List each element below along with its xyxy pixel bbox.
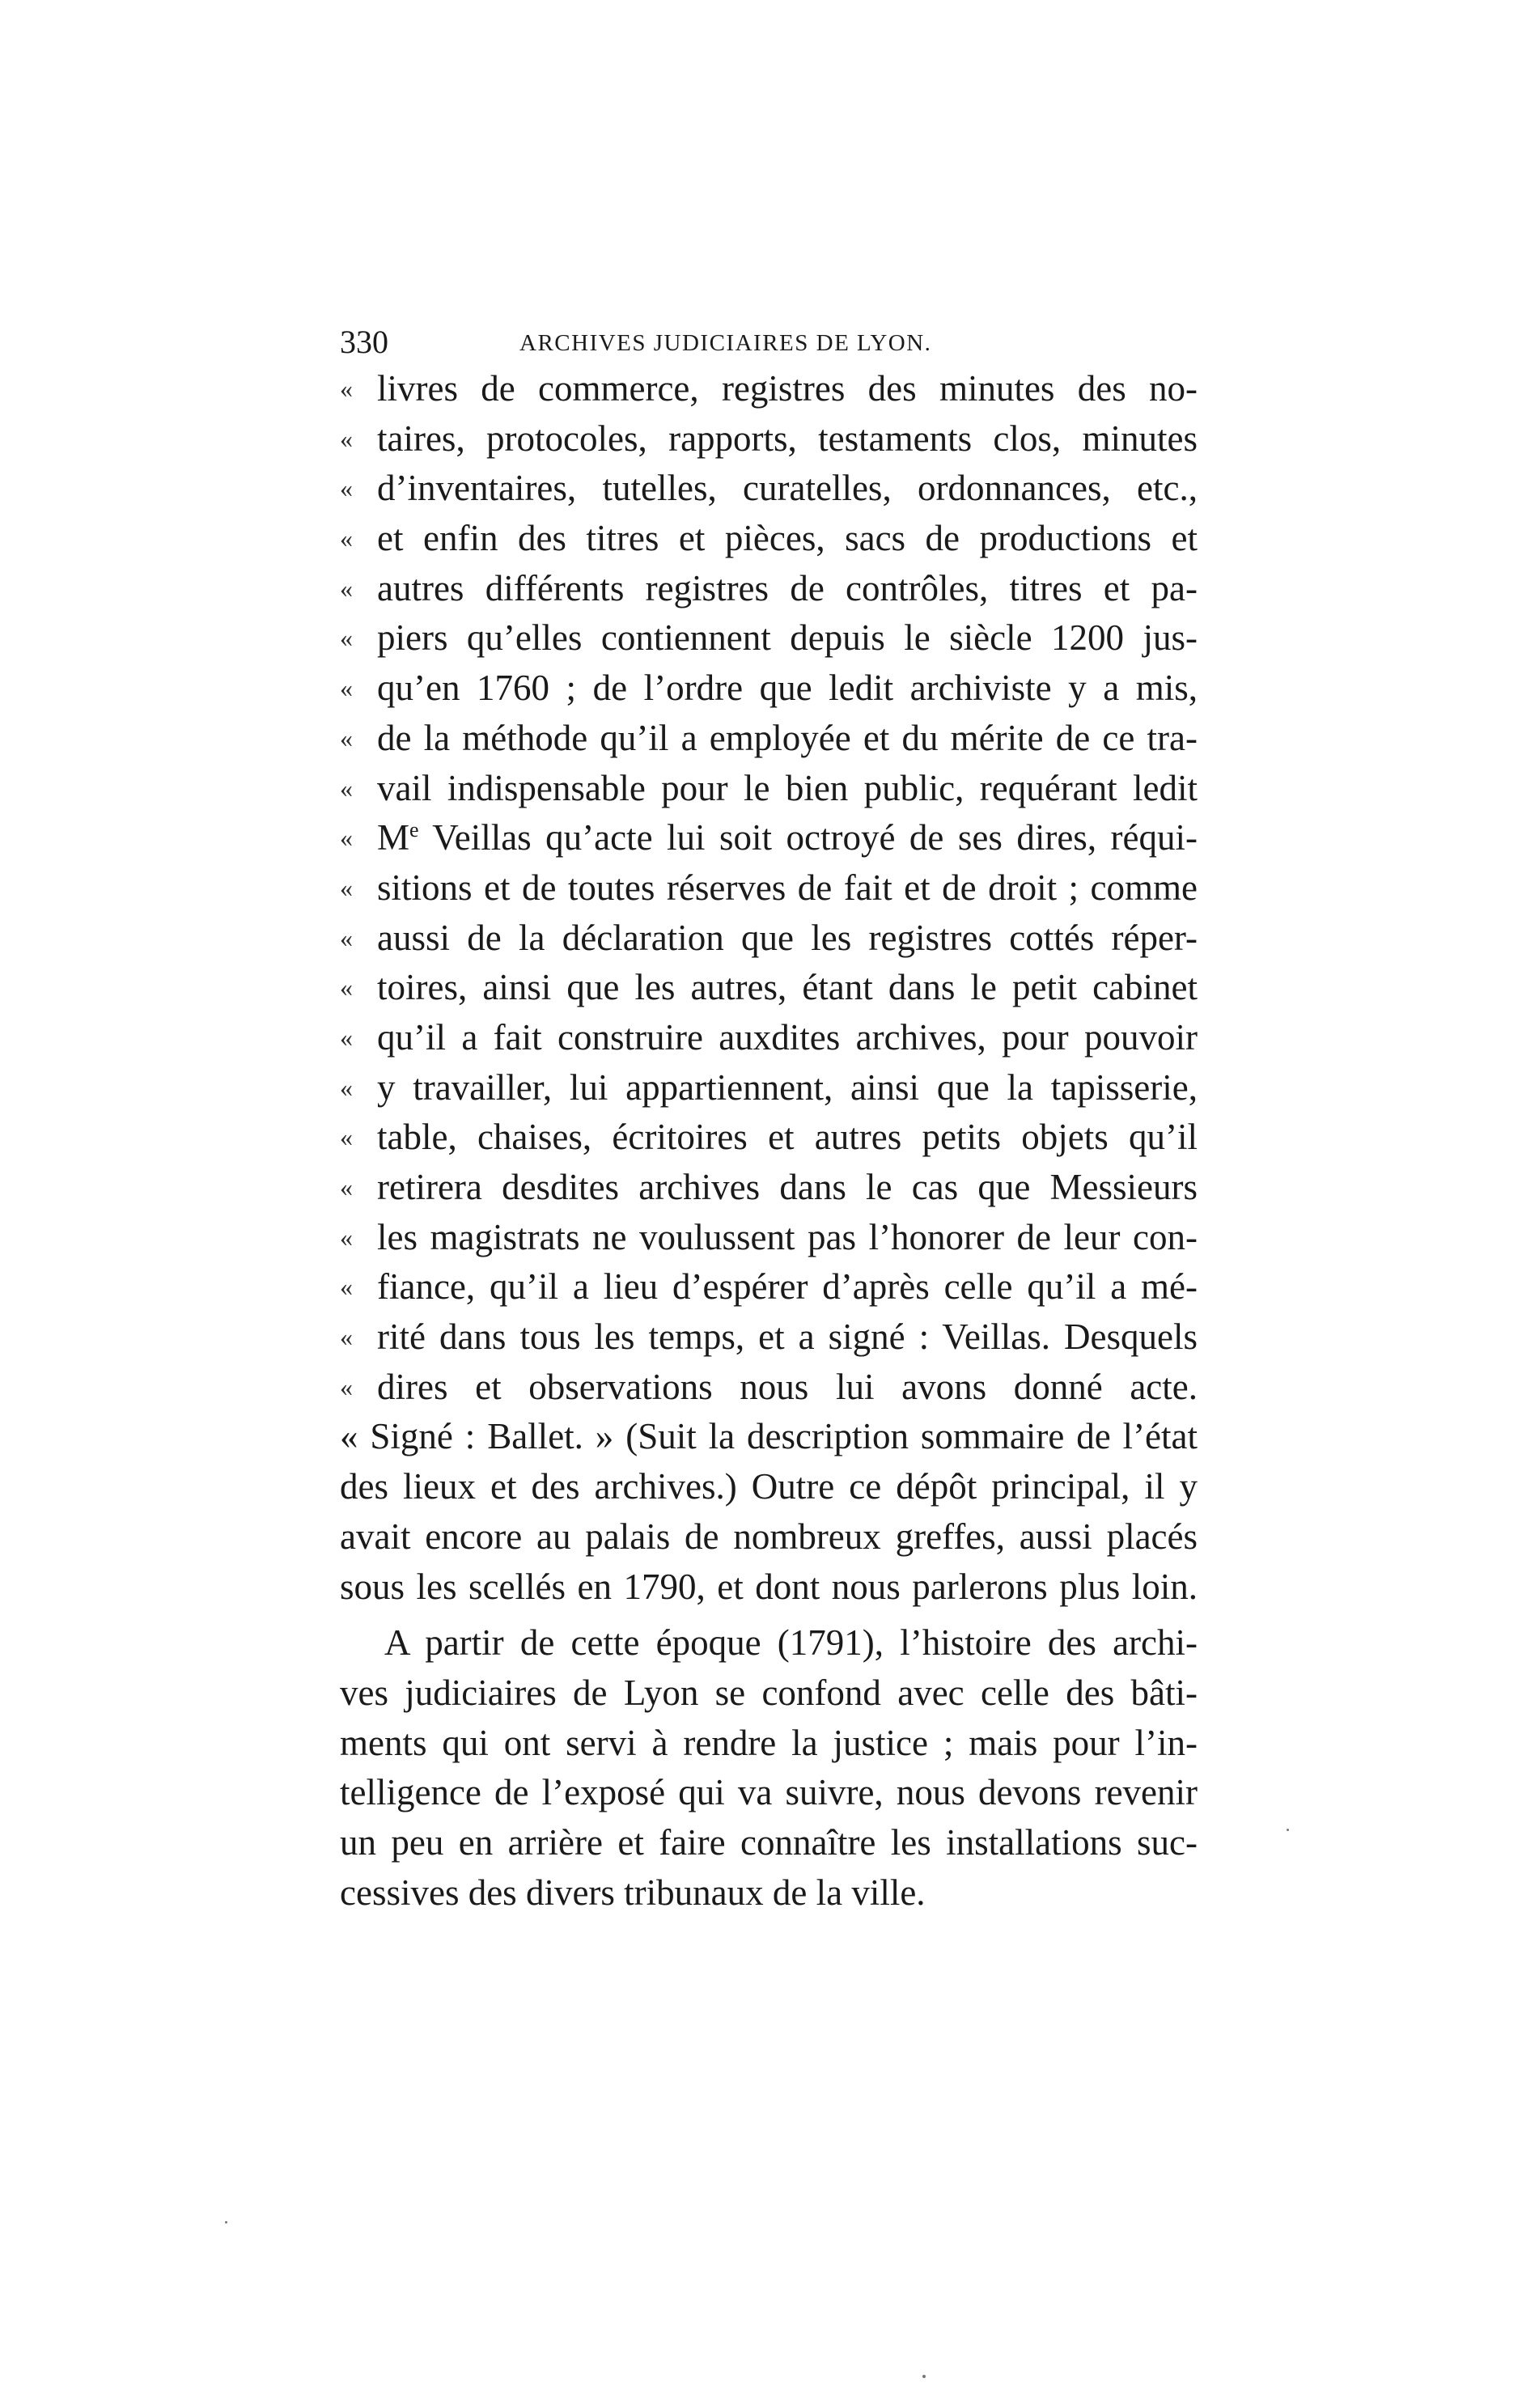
quoted-line <box>340 1213 1198 1263</box>
quoted-line <box>340 1363 1198 1413</box>
quote-mark: « <box>340 1172 353 1202</box>
quoted-line <box>340 863 1198 914</box>
quoted-line-rest: Veillas qu’acte lui soit octroyé de ses dires, réqui- <box>418 817 1198 858</box>
quote-mark: « <box>340 1122 353 1152</box>
quoted-line-text: y travailler, lui appartiennent, ainsi que la tapisserie, <box>377 1066 1198 1108</box>
quoted-line <box>340 364 1198 414</box>
quote-mark: « <box>340 524 353 553</box>
quote-mark: « <box>340 423 353 453</box>
quote-mark: « <box>340 623 353 653</box>
running-head <box>340 322 1206 362</box>
paragraph-line <box>340 1562 1198 1613</box>
quoted-line <box>340 514 1198 564</box>
paragraph-line-text: cessives des divers tribunaux de la ville. <box>340 1872 926 1913</box>
paragraph-line-text: un peu en arrière et faire connaître les installations suc- <box>340 1821 1198 1863</box>
quoted-line-text: fiance, qu’il a lieu d’espérer d’après celle qu’il a mé- <box>377 1266 1198 1308</box>
quote-mark: « <box>340 374 353 403</box>
paragraph-line-text: « Signé : Ballet. » (Suit la description sommaire de l’état <box>340 1416 1198 1457</box>
paragraph-line-text: avait encore au palais de nombreux greffes, aussi placés <box>340 1516 1198 1557</box>
quoted-line <box>340 414 1198 464</box>
quoted-line <box>340 663 1198 714</box>
quote-mark: « <box>340 922 353 952</box>
quote-mark: « <box>340 872 353 902</box>
paragraph-line-text: sous les scellés en 1790, et dont nous parlerons plus loin. <box>340 1566 1198 1607</box>
quote-mark: « <box>340 1371 353 1401</box>
quote-mark: « <box>340 723 353 752</box>
quoted-line-text: et enfin des titres et pièces, sacs de productions et <box>377 518 1198 559</box>
quoted-line-text: vail indispensable pour le bien public, requérant ledit <box>377 767 1198 808</box>
paragraph-line <box>340 1719 1198 1769</box>
quoted-line <box>340 714 1198 764</box>
paragraph-line <box>340 1618 1198 1668</box>
quoted-line-text: qu’en 1760 ; de l’ordre que ledit archiviste y a mis, <box>377 668 1198 709</box>
quoted-line-text: taires, protocoles, rapports, testaments clos, minutes <box>377 418 1198 459</box>
quote-mark: « <box>340 1222 353 1252</box>
quoted-line <box>340 1013 1198 1063</box>
quote-mark: « <box>340 1272 353 1302</box>
quote-mark: « <box>340 823 353 853</box>
quoted-line <box>340 1312 1198 1363</box>
quoted-line-text: rité dans tous les temps, et a signé : Veillas. Desquels <box>377 1316 1198 1358</box>
quote-mark: « <box>340 573 353 603</box>
quoted-line-text: d’inventaires, tutelles, curatelles, ordonnances, etc., <box>377 468 1198 509</box>
paper-speck <box>1287 1829 1289 1831</box>
paragraph-line <box>340 1818 1198 1868</box>
quote-mark: « <box>340 1322 353 1352</box>
quote-mark: « <box>340 773 353 803</box>
quoted-line-text: aussi de la déclaration que les registres cottés réper- <box>377 917 1198 958</box>
quoted-line <box>340 1113 1198 1163</box>
running-title: ARCHIVES JUDICIAIRES DE LYON. <box>519 330 932 356</box>
paper-speck <box>225 2221 227 2224</box>
quoted-line <box>340 564 1198 614</box>
paragraph-line-text: ments qui ont servi à rendre la justice ; mais pour l’in- <box>340 1722 1198 1763</box>
quoted-line-text: livres de commerce, registres des minutes des no- <box>377 368 1198 409</box>
quoted-line <box>340 1262 1198 1312</box>
quoted-line-text: retirera desdites archives dans le cas que Messieurs <box>377 1167 1198 1207</box>
paper-speck <box>922 2375 926 2378</box>
quoted-line-text <box>377 813 1198 863</box>
quoted-line <box>340 813 1198 863</box>
quoted-line <box>340 914 1198 964</box>
quoted-line-text: autres différents registres de contrôles, titres et pa- <box>377 567 1198 608</box>
page-number: 330 <box>340 324 388 360</box>
quoted-line <box>340 1163 1198 1213</box>
quoted-line-text: toires, ainsi que les autres, étant dans le petit cabinet <box>377 967 1198 1008</box>
paragraph-line <box>340 1412 1198 1462</box>
paragraph-line-text: ves judiciaires de Lyon se confond avec celle des bâti- <box>340 1672 1198 1713</box>
quoted-line <box>340 963 1198 1013</box>
paragraph-line-text: des lieux et des archives.) Outre ce dépôt principal, il y <box>340 1466 1198 1507</box>
paragraph-line-text: A partir de cette époque (1791), l’histoire des archi- <box>384 1622 1198 1664</box>
quote-mark: « <box>340 1022 353 1052</box>
quoted-line <box>340 1063 1198 1113</box>
quote-mark: « <box>340 673 353 703</box>
quoted-line <box>340 764 1198 814</box>
quote-mark: « <box>340 1072 353 1102</box>
quoted-line-text: sitions et de toutes réserves de fait et de droit ; comme <box>377 867 1198 908</box>
quoted-line <box>340 613 1198 663</box>
quoted-line-text: les magistrats ne voulussent pas l’honorer de leur con- <box>377 1216 1198 1257</box>
paragraph-line <box>340 1462 1198 1512</box>
quoted-line <box>340 464 1198 514</box>
paragraph-line <box>340 1512 1198 1562</box>
quote-mark: « <box>340 973 353 1003</box>
quoted-line-text: table, chaises, écritoires et autres petits objets qu’il <box>377 1117 1198 1158</box>
quoted-line-text: de la méthode qu’il a employée et du mérite de ce tra- <box>377 717 1198 758</box>
maitre-abbrev-sup: e <box>409 818 419 842</box>
paragraph-line <box>340 1868 1198 1918</box>
quoted-line-text: dires et observations nous lui avons donné acte. <box>377 1366 1198 1407</box>
paragraph-line-text: telligence de l’exposé qui va suivre, nous devons revenir <box>340 1772 1198 1813</box>
paragraph-line <box>340 1668 1198 1719</box>
quoted-line-text: piers qu’elles contiennent depuis le siècle 1200 jus- <box>377 617 1198 659</box>
quote-mark: « <box>340 473 353 503</box>
paragraph-line <box>340 1768 1198 1818</box>
maitre-abbrev: M <box>377 817 410 858</box>
quoted-line-text: qu’il a fait construire auxdites archives, pour pouvoir <box>377 1016 1198 1058</box>
body-text <box>340 364 1198 1918</box>
